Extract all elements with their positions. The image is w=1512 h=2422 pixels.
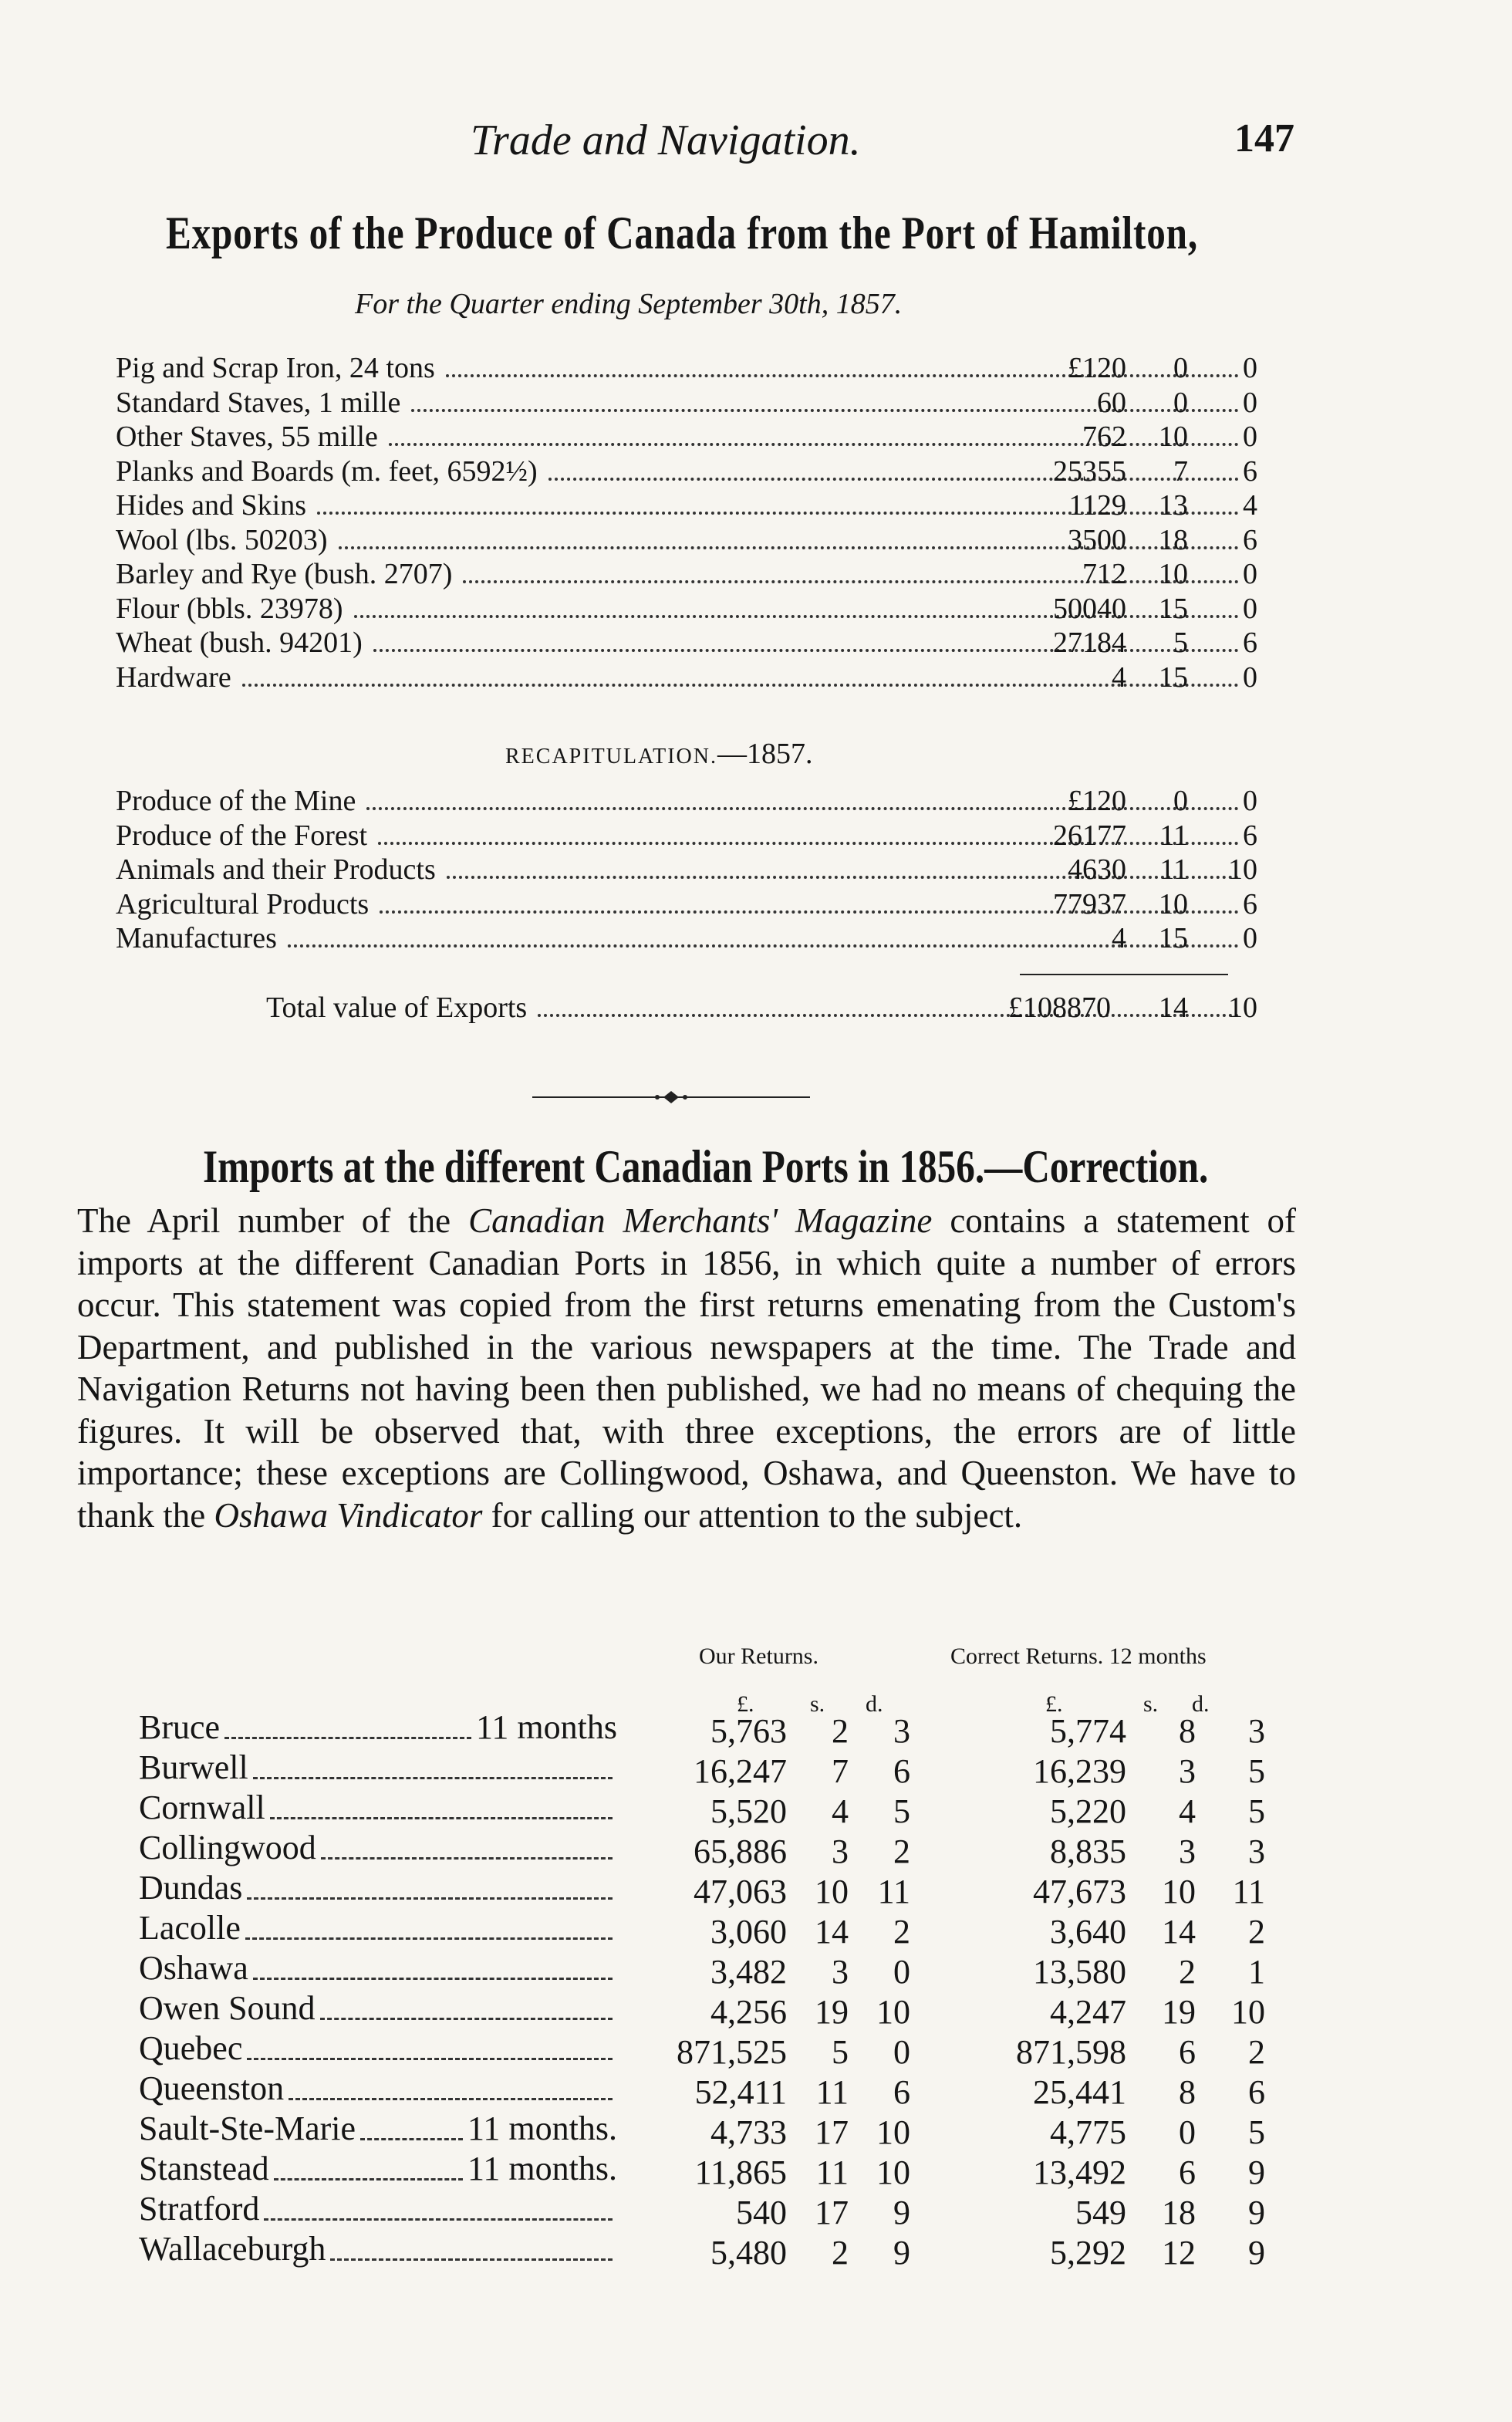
item-shillings: 13 (1159, 489, 1188, 522)
para-text-2: contains a statement of imports at the different Canadian Ports in 1856, in which quite a number of errors occur. This statement was copied from the first returns emenating from the Custom's Department, and published in the various newspapers at the time. The Trade and Navigation Returns not having been then published, we had no means of chequing the figures. It will be observed that, with three exceptions, the errors are of little importance; these exceptions are Collingwood, Oshawa, and Queenston. We have to thank the (77, 1201, 1296, 1535)
cor-pence: 2 (1248, 1913, 1265, 1951)
cor-pounds: 3,640 (1050, 1913, 1126, 1951)
total-rule (1020, 974, 1228, 975)
our-pence: 0 (893, 1953, 910, 1991)
item-shillings: 10 (1159, 558, 1188, 590)
our-pence: 10 (876, 1993, 910, 2031)
our-pounds: 5,480 (710, 2234, 787, 2272)
item-shillings: 15 (1159, 592, 1188, 625)
item-label: Produce of the Mine (116, 785, 356, 817)
our-shillings: 14 (815, 1913, 849, 1951)
port-cell (139, 2150, 617, 2188)
item-pounds: 25355 (1053, 454, 1126, 488)
port-name: Dundas (139, 1869, 243, 1907)
port-cell (139, 2230, 617, 2268)
item-amount (995, 819, 1273, 853)
cor-pence: 3 (1248, 1712, 1265, 1750)
port-cell (139, 2190, 617, 2228)
cor-pence: 9 (1248, 2234, 1265, 2272)
total-label: Total value of Exports (266, 991, 528, 1024)
item-amount (995, 454, 1273, 488)
leader-dashes (289, 2098, 613, 2100)
cor-pounds: 5,220 (1050, 1792, 1126, 1830)
cor-pence: 5 (1248, 2113, 1265, 2151)
cor-shillings: 3 (1179, 1752, 1196, 1790)
our-pounds: 47,063 (694, 1873, 787, 1910)
item-pounds: £120 (1068, 785, 1126, 817)
cor-shillings: 6 (1179, 2153, 1196, 2191)
item-pence: 4 (1243, 489, 1257, 522)
item-pence: 0 (1243, 660, 1257, 694)
our-shillings: 11 (815, 2073, 849, 2111)
port-cell (139, 1748, 617, 1787)
item-pounds: 26177 (1053, 819, 1126, 852)
table-row (139, 1708, 1281, 1751)
port-cell (139, 1989, 617, 2028)
our-pounds: 540 (736, 2194, 787, 2231)
item-label: Hides and Skins (116, 489, 306, 522)
item-shillings: 0 (1173, 785, 1188, 817)
port-cell (139, 2069, 617, 2108)
item-pence: 6 (1243, 523, 1257, 556)
recap-heading-text: RECAPITULATION. (505, 745, 717, 768)
item-shillings: 10 (1159, 887, 1188, 920)
item-label: Manufactures (116, 922, 277, 954)
cor-shillings: 6 (1179, 2033, 1196, 2071)
port-cell (139, 2110, 617, 2148)
table-row (139, 1909, 1281, 1952)
our-pounds: 3,060 (710, 1913, 787, 1951)
col-correct-returns: Correct Returns. 12 months (950, 1643, 1207, 1669)
item-label: Flour (bbls. 23978) (116, 592, 343, 625)
cor-pence: 2 (1248, 2033, 1265, 2071)
item-label: Agricultural Products (116, 887, 370, 920)
months-note: 11 months. (467, 2110, 617, 2147)
item-label: Pig and Scrap Iron, 24 tons (116, 352, 435, 384)
our-shillings: 2 (832, 1712, 849, 1750)
port-cell (139, 1708, 617, 1747)
item-amount (995, 488, 1273, 522)
item-pounds: 712 (1082, 558, 1126, 590)
port-cell (139, 1949, 617, 1988)
newspaper-name: Oshawa Vindicator (214, 1495, 483, 1535)
port-name: Quebec (139, 2029, 243, 2067)
item-pence: 0 (1243, 352, 1257, 384)
our-pence: 2 (893, 1913, 910, 1951)
our-pence: 6 (893, 2073, 910, 2111)
item-shillings: 7 (1173, 454, 1188, 488)
item-pence: 0 (1243, 785, 1257, 817)
item-pounds: 4 (1112, 922, 1126, 954)
our-pence: 3 (893, 1712, 910, 1750)
port-name: Stratford (139, 2190, 260, 2228)
cor-pounds: 47,673 (1033, 1873, 1126, 1910)
our-shillings: 3 (832, 1953, 849, 1991)
cor-pence: 11 (1232, 1873, 1265, 1910)
cor-pounds: 16,239 (1033, 1752, 1126, 1790)
col-our-returns: Our Returns. (699, 1643, 818, 1669)
cor-pounds: 4,775 (1050, 2113, 1126, 2151)
our-pence: 0 (893, 2033, 910, 2071)
item-label: Wool (lbs. 50203) (116, 523, 328, 556)
our-pounds: 16,247 (694, 1752, 787, 1790)
our-shillings: 17 (815, 2194, 849, 2231)
cor-pounds: 13,580 (1033, 1953, 1126, 1991)
port-name: Stanstead (139, 2150, 269, 2187)
item-shillings: 11 (1159, 819, 1188, 852)
cor-shillings: 3 (1179, 1833, 1196, 1870)
table-row (139, 2110, 1281, 2153)
port-name: Collingwood (139, 1829, 316, 1866)
item-amount (995, 626, 1273, 660)
cor-shillings: 4 (1179, 1792, 1196, 1830)
table-row (139, 2190, 1281, 2233)
table-row (139, 1829, 1281, 1872)
our-pounds: 871,525 (677, 2033, 787, 2071)
our-pounds: 11,865 (694, 2153, 787, 2191)
item-pence: 6 (1243, 819, 1257, 852)
exports-subtitle: For the Quarter ending September 30th, 1857. (355, 288, 903, 320)
cor-pounds: 4,247 (1050, 1993, 1126, 2031)
our-pence: 10 (876, 2153, 910, 2191)
table-row (139, 1949, 1281, 1992)
port-name: Queenston (139, 2069, 285, 2107)
item-pounds: 60 (1097, 386, 1126, 419)
our-pounds: 4,733 (710, 2113, 787, 2151)
leader-dashes (247, 2058, 613, 2060)
para-text-3: for calling our attention to the subject. (482, 1495, 1023, 1535)
total-pence: 10 (1228, 991, 1257, 1024)
our-shillings: 2 (832, 2234, 849, 2272)
leader-dashes (253, 1978, 613, 1980)
port-cell (139, 1869, 617, 1907)
imports-title: Imports at the different Canadian Ports in 1856.—Correction. (203, 1141, 1209, 1192)
cor-pence: 5 (1248, 1792, 1265, 1830)
item-label: Barley and Rye (bush. 2707) (116, 558, 453, 590)
our-pounds: 65,886 (694, 1833, 787, 1870)
leader-dashes (224, 1737, 471, 1739)
item-pounds: 50040 (1053, 592, 1126, 625)
cor-pence: 10 (1231, 1993, 1265, 2031)
port-cell (139, 1789, 617, 1827)
leader-dashes (360, 2138, 463, 2140)
cor-shillings: 8 (1179, 2073, 1196, 2111)
item-pence: 0 (1243, 592, 1257, 625)
imports-paragraph (77, 1200, 1296, 1536)
cor-pounds: 25,441 (1033, 2073, 1126, 2111)
item-amount (995, 853, 1273, 887)
total-pounds: £108870 (1008, 991, 1111, 1024)
item-label: Animals and their Products (116, 853, 436, 886)
cor-shillings: 0 (1179, 2113, 1196, 2151)
cor-pounds: 871,598 (1016, 2033, 1126, 2071)
our-shillings: 17 (815, 2113, 849, 2151)
item-pounds: 762 (1082, 421, 1126, 453)
cor-pounds: 5,292 (1050, 2234, 1126, 2272)
our-pence: 10 (876, 2113, 910, 2151)
item-pounds: 4 (1112, 660, 1126, 694)
port-cell (139, 1909, 617, 1947)
leader-dashes (330, 2258, 613, 2261)
item-label: Produce of the Forest (116, 819, 368, 852)
item-shillings: 0 (1173, 386, 1188, 419)
recap-year: —1857. (717, 738, 813, 770)
our-pence-unit: d. (866, 1691, 883, 1717)
cor-pounds: 13,492 (1033, 2153, 1126, 2191)
item-pence: 6 (1243, 627, 1257, 659)
cor-pounds: 5,774 (1050, 1712, 1126, 1750)
magazine-name: Canadian Merchants' Magazine (468, 1201, 933, 1240)
cor-shillings: 10 (1162, 1873, 1196, 1910)
item-pence: 6 (1243, 454, 1257, 488)
item-label: Planks and Boards (m. feet, 6592½) (116, 454, 538, 488)
item-shillings: 5 (1173, 627, 1188, 659)
our-shillings: 11 (815, 2153, 849, 2191)
item-amount (995, 921, 1273, 955)
cor-shillings: 18 (1162, 2194, 1196, 2231)
our-pence: 6 (893, 1752, 910, 1790)
item-amount (995, 592, 1273, 626)
our-shillings: 7 (832, 1752, 849, 1790)
leader-dashes (320, 2018, 613, 2020)
cor-pounds-unit: £. (1045, 1691, 1063, 1717)
port-name: Owen Sound (139, 1989, 316, 2027)
item-amount (995, 523, 1273, 557)
port-name: Oshawa (139, 1949, 248, 1987)
port-name: Sault-Ste-Marie (139, 2110, 356, 2147)
table-row (139, 1748, 1281, 1792)
item-pounds: £120 (1068, 352, 1126, 384)
our-pounds: 5,763 (710, 1712, 787, 1750)
leader-dashes (270, 1817, 613, 1819)
ornament-divider (532, 1089, 810, 1105)
item-amount (995, 887, 1273, 921)
our-pounds: 4,256 (710, 1993, 787, 2031)
total-shillings: 14 (1159, 991, 1188, 1024)
item-pence: 10 (1228, 853, 1257, 886)
table-row (139, 1989, 1281, 2032)
our-shillings: 5 (832, 2033, 849, 2071)
item-pounds: 1129 (1068, 489, 1126, 522)
cor-shillings: 19 (1162, 1993, 1196, 2031)
table-row (139, 1869, 1281, 1912)
cor-pence: 3 (1248, 1833, 1265, 1870)
our-pounds: 5,520 (710, 1792, 787, 1830)
port-name: Bruce (139, 1708, 221, 1746)
item-shillings: 15 (1159, 922, 1188, 954)
item-pounds: 77937 (1053, 887, 1126, 920)
cor-pence: 9 (1248, 2153, 1265, 2191)
recap-heading (505, 737, 813, 771)
leader-dashes (274, 2178, 463, 2180)
item-pence: 0 (1243, 558, 1257, 590)
our-pounds: 3,482 (710, 1953, 787, 1991)
item-pence: 0 (1243, 922, 1257, 954)
months-note: 11 months (476, 1708, 617, 1746)
cor-shillings: 12 (1162, 2234, 1196, 2272)
port-name: Burwell (139, 1748, 248, 1786)
cor-shillings: 14 (1162, 1913, 1196, 1951)
item-shillings: 0 (1173, 352, 1188, 384)
our-shillings: 10 (815, 1873, 849, 1910)
item-pounds: 4630 (1068, 853, 1126, 886)
table-row (139, 2029, 1281, 2072)
running-title: Trade and Navigation. (471, 117, 861, 164)
port-name: Cornwall (139, 1789, 265, 1826)
cor-pence: 9 (1248, 2194, 1265, 2231)
port-name: Wallaceburgh (139, 2230, 326, 2268)
item-pounds: 27184 (1053, 627, 1126, 659)
page-number: 147 (1234, 117, 1294, 160)
leader-dashes (245, 1937, 613, 1940)
our-shillings-unit: s. (810, 1691, 825, 1717)
cor-pounds: 549 (1075, 2194, 1126, 2231)
item-label: Other Staves, 55 mille (116, 421, 378, 453)
leader-dashes (321, 1857, 613, 1860)
port-name: Lacolle (139, 1909, 241, 1947)
cor-pence: 5 (1248, 1752, 1265, 1790)
item-amount (995, 386, 1273, 420)
port-cell (139, 2029, 617, 2068)
cor-pounds: 8,835 (1050, 1833, 1126, 1870)
our-pence: 9 (893, 2194, 910, 2231)
item-pence: 0 (1243, 421, 1257, 453)
our-pounds: 52,411 (694, 2073, 787, 2111)
our-shillings: 19 (815, 1993, 849, 2031)
cor-pence-unit: d. (1192, 1691, 1210, 1717)
months-note: 11 months. (467, 2150, 617, 2187)
cor-shillings-unit: s. (1143, 1691, 1159, 1717)
item-amount (995, 784, 1273, 818)
cor-shillings: 8 (1179, 1712, 1196, 1750)
cor-pence: 1 (1248, 1953, 1265, 1991)
our-pence: 9 (893, 2234, 910, 2272)
cor-pence: 6 (1248, 2073, 1265, 2111)
table-row (139, 1789, 1281, 1832)
item-pence: 0 (1243, 386, 1257, 419)
table-row (139, 2230, 1281, 2273)
our-pence: 11 (877, 1873, 910, 1910)
item-pounds: 3500 (1068, 523, 1126, 556)
para-text-1: The April number of the (77, 1201, 469, 1240)
leader-dashes (247, 1897, 613, 1900)
exports-title: Exports of the Produce of Canada from the Port of Hamilton, (166, 208, 1198, 258)
cor-shillings: 2 (1179, 1953, 1196, 1991)
our-pounds-unit: £. (737, 1691, 754, 1717)
item-shillings: 15 (1159, 660, 1188, 694)
total-amount (980, 991, 1257, 1025)
table-row (139, 2150, 1281, 2193)
item-label: Wheat (bush. 94201) (116, 627, 363, 659)
our-shillings: 3 (832, 1833, 849, 1870)
our-pence: 5 (893, 1792, 910, 1830)
our-pence: 2 (893, 1833, 910, 1870)
leader-dashes (253, 1777, 613, 1779)
item-label: Standard Staves, 1 mille (116, 386, 401, 419)
item-label: Hardware (116, 660, 231, 694)
item-shillings: 10 (1159, 421, 1188, 453)
item-shillings: 11 (1159, 853, 1188, 886)
item-shillings: 18 (1159, 523, 1188, 556)
item-amount (995, 557, 1273, 591)
leader-dashes (264, 2218, 613, 2221)
item-amount (995, 660, 1273, 694)
item-amount (995, 351, 1273, 385)
our-shillings: 4 (832, 1792, 849, 1830)
item-amount (995, 420, 1273, 454)
item-pence: 6 (1243, 887, 1257, 920)
port-cell (139, 1829, 617, 1867)
table-row (139, 2069, 1281, 2113)
